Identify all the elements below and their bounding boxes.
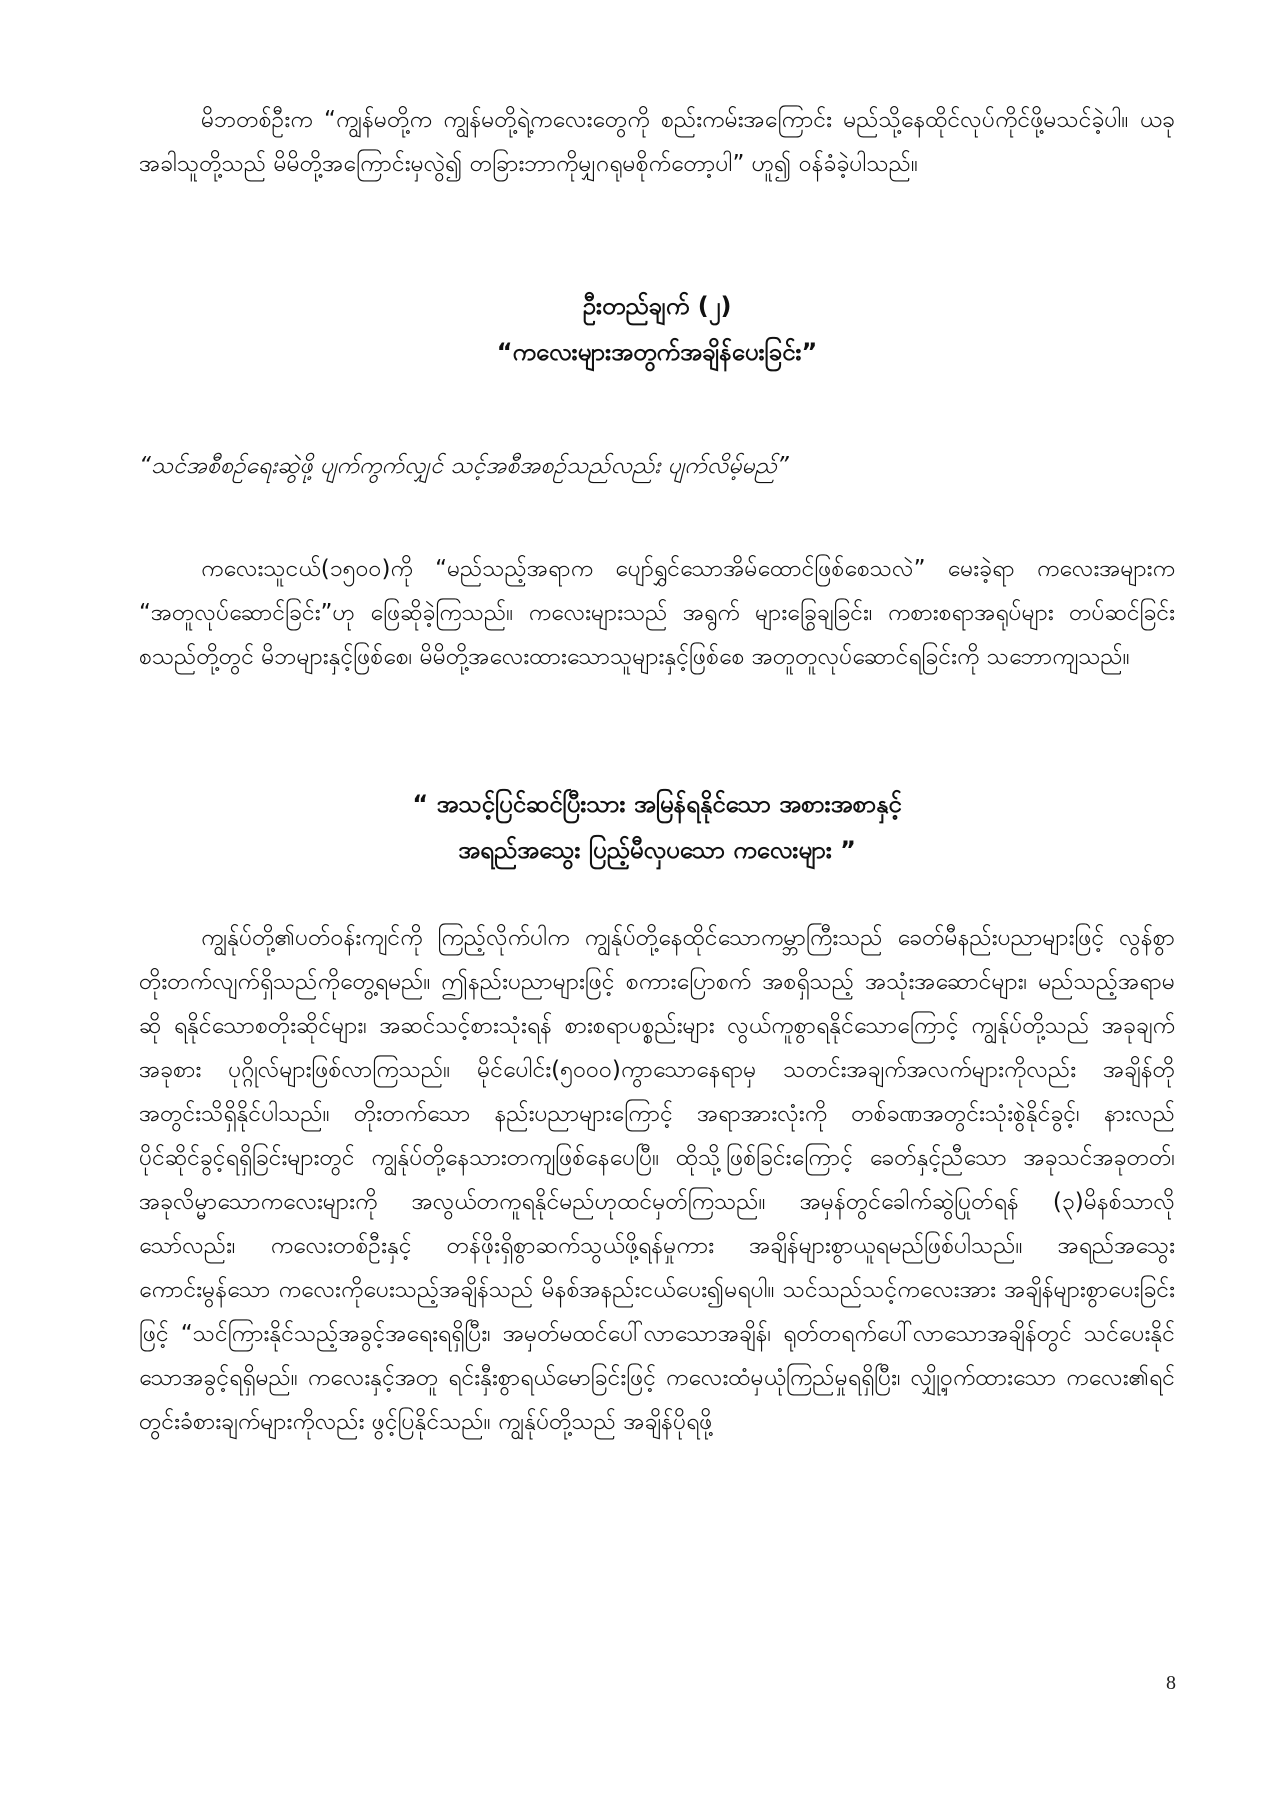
sub-heading xyxy=(139,781,1175,873)
sub-heading-line-2: အရည်အသွေး ပြည့်မီလှပသော ကလေးများ ” xyxy=(458,836,856,864)
paragraph-technology: ကျွန်ုပ်တို့၏ပတ်ဝန်းကျင်ကို ကြည့်လိုက်ပါက ကျွန်ုပ်တို့နေထိုင်သောကမ္ဘာကြီးသည် ခေတ်မီနည်းပညာများဖြင့် လွန်စွာတိုးတက်လျက်ရှိသည်ကိုတွေ့ရမည်။ ဤနည်းပညာများဖြင့် စကားပြောစက် အစရှိသည့် အသုံးအဆောင်များ၊ မည်သည့်အရာမဆို ရနိုင်သောစတိုးဆိုင်များ၊ အဆင်သင့်စားသုံးရန် စားစရာပစ္စည်းများ လွယ်ကူစွာရနိုင်သောကြောင့် ကျွန်ုပ်တို့သည် အခုချက်အခုစား ပုဂ္ဂိုလ်များဖြစ်လာကြသည်။ မိုင်ပေါင်း(၅၀၀၀)ကွာသောနေရာမှ သတင်းအချက်အလက်များကိုလည်း အချိန်တိုအတွင်းသိရှိနိုင်ပါသည်။ တိုးတက်သော နည်းပညာများကြောင့် အရာအားလုံးကို တစ်ခဏအတွင်းသုံးစွဲနိုင်ခွင့်၊ နားလည်ပိုင်ဆိုင်ခွင့်ရရှိခြင်းများတွင် ကျွန်ုပ်တို့နေသားတကျဖြစ်နေပေပြီ။ ထိုသို့ဖြစ်ခြင်းကြောင့် ခေတ်နှင့်ညီသော အခုသင်အခုတတ်၊ အခုလိမ္မာသောကလေးများကို အလွယ်တကူရနိုင်မည်ဟုထင်မှတ်ကြသည်။ အမှန်တွင်ခေါက်ဆွဲပြုတ်ရန် (၃)မိနစ်သာလိုသော်လည်း၊ ကလေးတစ်ဦးနှင့် တန်ဖိုးရှိစွာဆက်သွယ်ဖို့ရန်မှုကား အချိန်များစွာယူရမည်ဖြစ်ပါသည်။ အရည်အသွေးကောင်းမွန်သော ကလေးကိုပေးသည့်အချိန်သည် မိနစ်အနည်းငယ်ပေး၍မရပါ။ သင်သည်သင့်ကလေးအား အချိန်များစွာပေးခြင်းဖြင့် “သင်ကြားနိုင်သည့်အခွင့်အရေးရရှိပြီး၊ အမှတ်မထင်ပေါ်လာသောအချိန်၊ ရုတ်တရက်ပေါ်လာသောအချိန်တွင် သင်ပေးနိုင်သောအခွင့်ရရှိမည်။ ကလေးနှင့်အတူ ရင်းနှီးစွာရယ်မောခြင်းဖြင့် ကလေးထံမှယုံကြည်မှုရရှိပြီး၊ လျှို့ဝှက်ထားသော ကလေး၏ရင်တွင်းခံစားချက်များကိုလည်း ဖွင့်ပြနိုင်သည်။ ကျွန်ုပ်တို့သည် အချိန်ပိုရဖို့ xyxy=(139,925,1175,1435)
section-heading-number: ဦးတည်ချက် (၂) xyxy=(582,292,732,320)
page-number: 8 xyxy=(1166,1672,1176,1694)
epigraph-quote: “သင်အစီစဉ်ရေးဆွဲဖို့ ပျက်ကွက်လျှင် သင့်အစီအစဉ်သည်လည်း ပျက်လိမ့်မည်” xyxy=(139,453,789,479)
section-heading xyxy=(139,283,1175,375)
paragraph-survey: ကလေးသူငယ်(၁၅၀၀)ကို “မည်သည့်အရာက ပျော်ရွှင်သောအိမ်ထောင်ဖြစ်စေသလဲ” မေးခဲ့ရာ ကလေးအများက “အတူလုပ်ဆောင်ခြင်း”ဟု ဖြေဆိုခဲ့ကြသည်။ ကလေးများသည် အရွက် များခြွေချခြင်း၊ ကစားစရာအရုပ်များ တပ်ဆင်ခြင်းစသည်တို့တွင် မိဘများနှင့်ဖြစ်စေ၊ မိမိတို့အလေးထားသောသူများနှင့်ဖြစ်စေ အတူတူလုပ်ဆောင်ရခြင်းကို သဘောကျသည်။ xyxy=(139,556,1175,670)
sub-heading-line-1: “ အသင့်ပြင်ဆင်ပြီးသား အမြန်ရနိုင်သော အစားအစာနှင့် xyxy=(412,790,902,818)
paragraph-intro: မိဘတစ်ဦးက “ကျွန်မတို့က ကျွန်မတို့ရဲ့ကလေးတွေကို စည်းကမ်းအကြောင်း မည်သို့နေထိုင်လုပ်ကိုင်ဖို့မသင်ခဲ့ပါ။ ယခုအခါသူတို့သည် မိမိတို့အကြောင်းမှလွဲ၍ တခြားဘာကိုမျှဂရုမစိုက်တော့ပါ” ဟူ၍ ဝန်ခံခဲ့ပါသည်။ xyxy=(139,107,1175,177)
section-heading-title: “ကလေးများအတွက်အချိန်ပေးခြင်း” xyxy=(496,338,818,366)
